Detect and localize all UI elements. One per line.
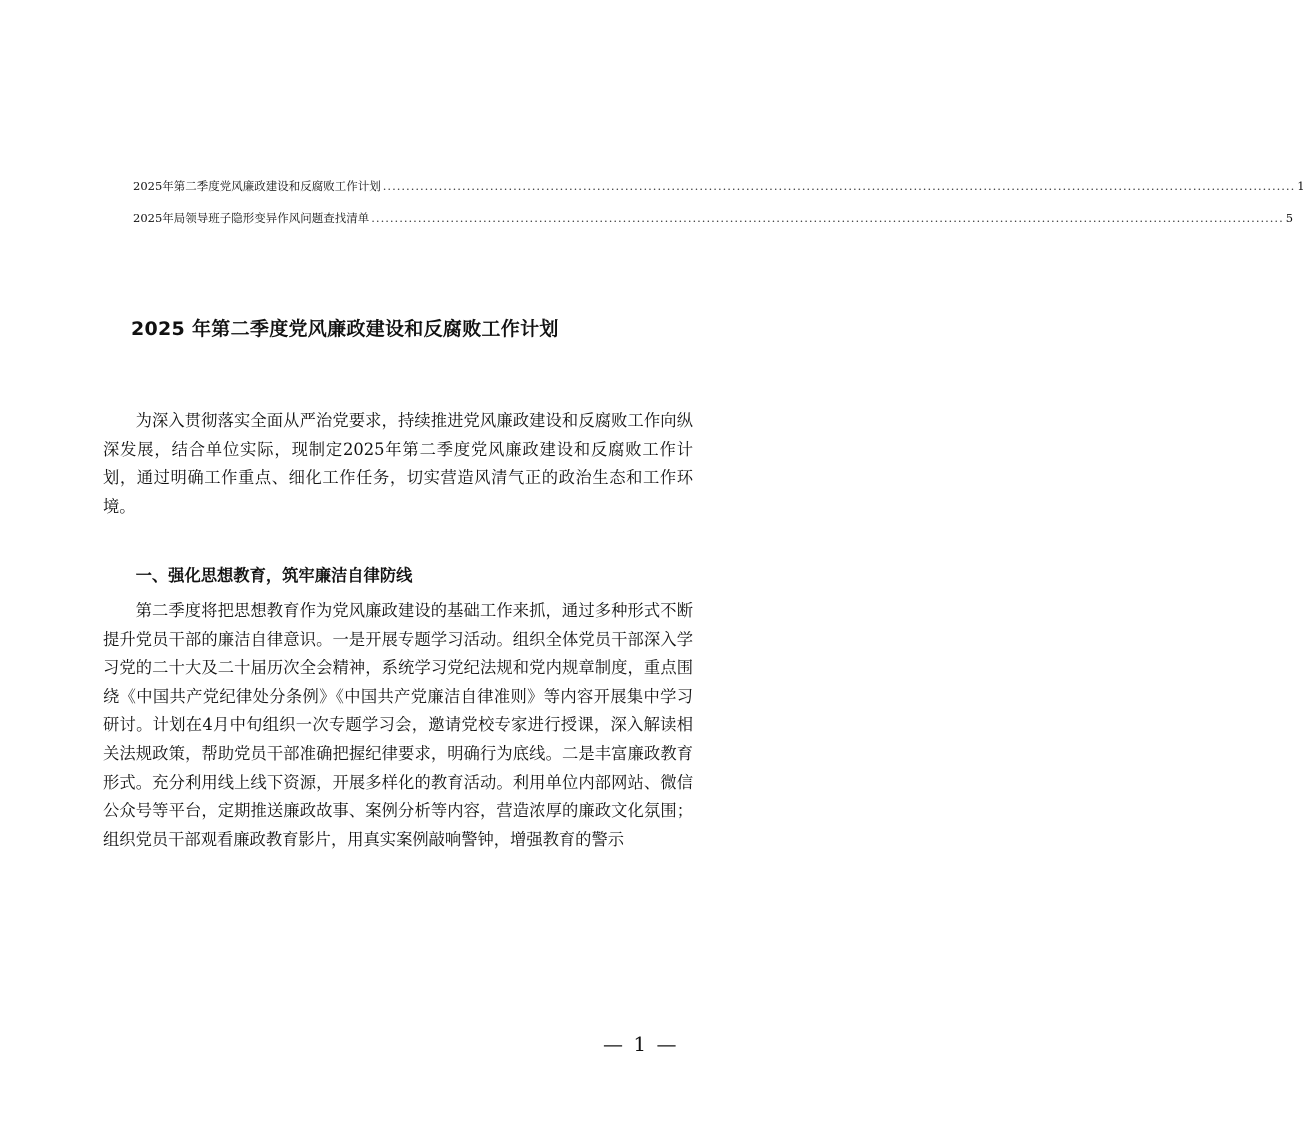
page-number: — 1 —: [603, 1032, 679, 1056]
intro-paragraph: 为深入贯彻落实全面从严治党要求，持续推进党风廉政建设和反腐败工作向纵深发展，结合单位实际，现制定2025年第二季度党风廉政建设和反腐败工作计划，通过明确工作重点、细化工作任务，切实营造风清气正的政治生态和工作环境。: [103, 411, 693, 516]
toc-entry-page: 5: [1285, 211, 1294, 225]
toc-entry-page: 1: [1297, 179, 1305, 193]
toc-leader-dots: ....................................................................................................................................................................................................: [371, 211, 1284, 225]
toc-entry-title: 2025年第二季度党风廉政建设和反腐败工作计划: [133, 179, 381, 193]
section-paragraph: 第二季度将把思想教育作为党风廉政建设的基础工作来抓，通过多种形式不断提升党员干部的廉洁自律意识。一是开展专题学习活动。组织全体党员干部深入学习党的二十大及二十届历次全会精神，系统学习党纪法规和党内规章制度，重点围绕《中国共产党纪律处分条例》《中国共产党廉洁自律准则》等内容开展集中学习研讨。计划在4月中旬组织一次专题学习会，邀请党校专家进行授课，深入解读相关法规政策，帮助党员干部准确把握纪律要求，明确行为底线。二是丰富廉政教育形式。充分利用线上线下资源，开展多样化的教育活动。利用单位内部网站、微信公众号等平台，定期推送廉政故事、案例分析等内容，营造浓厚的廉政文化氛围；组织党员干部观看廉政教育影片，用真实案例敲响警钟，增强教育的警示: [103, 601, 693, 849]
document-title: 2025 年第二季度党风廉政建设和反腐败工作计划: [131, 318, 559, 340]
toc-entry-title: 2025年局领导班子隐形变异作风问题查找清单: [133, 211, 370, 225]
section-heading: 一、强化思想教育，筑牢廉洁自律防线: [135, 566, 413, 585]
table-of-contents: [133, 178, 1305, 242]
toc-entry[interactable]: [133, 210, 1294, 225]
toc-leader-dots: ....................................................................................................................................................................................................: [382, 179, 1296, 193]
toc-entry[interactable]: [133, 178, 1305, 193]
